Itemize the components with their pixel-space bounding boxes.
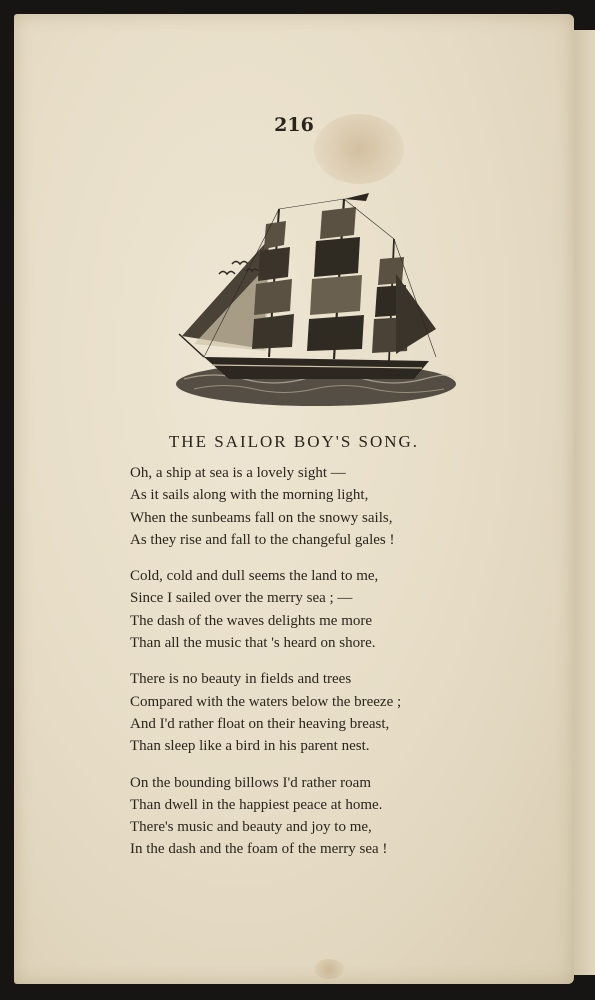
poem-body bbox=[130, 462, 530, 875]
poem-line: And I'd rather float on their heaving breast, bbox=[130, 715, 390, 732]
poem-line: Than dwell in the happiest peace at home. bbox=[130, 796, 383, 813]
stanza bbox=[130, 668, 530, 757]
stanza bbox=[130, 462, 530, 551]
poem-line: On the bounding billows I'd rather roam bbox=[130, 774, 371, 791]
poem-line: As they rise and fall to the changeful gales ! bbox=[130, 531, 395, 548]
page-number: 216 bbox=[274, 114, 314, 136]
stanza bbox=[130, 565, 530, 654]
poem-line: Compared with the waters below the breeze ; bbox=[130, 693, 402, 710]
poem-line: Than sleep like a bird in his parent nest. bbox=[130, 738, 370, 755]
poem-line: As it sails along with the morning light, bbox=[130, 487, 369, 504]
poem-line: In the dash and the foam of the merry sea ! bbox=[130, 841, 388, 858]
poem-line: The dash of the waves delights me more bbox=[130, 612, 373, 629]
sailing-ship-illustration bbox=[174, 179, 459, 409]
poem-line: Oh, a ship at sea is a lovely sight — bbox=[130, 465, 346, 481]
stanza bbox=[130, 772, 530, 861]
poem-title: THE SAILOR BOY'S SONG. bbox=[168, 432, 420, 451]
poem-line: There's music and beauty and joy to me, bbox=[130, 819, 372, 836]
poem-line: There is no beauty in fields and trees bbox=[130, 671, 352, 688]
foxing-stain bbox=[314, 959, 344, 979]
poem-line: Than all the music that 's heard on shore. bbox=[130, 635, 376, 652]
next-page-edge bbox=[572, 30, 595, 975]
book-page bbox=[14, 14, 574, 984]
poem-line: When the sunbeams fall on the snowy sails, bbox=[130, 509, 393, 526]
poem-line: Since I sailed over the merry sea ; — bbox=[130, 590, 353, 607]
poem-line: Cold, cold and dull seems the land to me, bbox=[130, 568, 379, 585]
